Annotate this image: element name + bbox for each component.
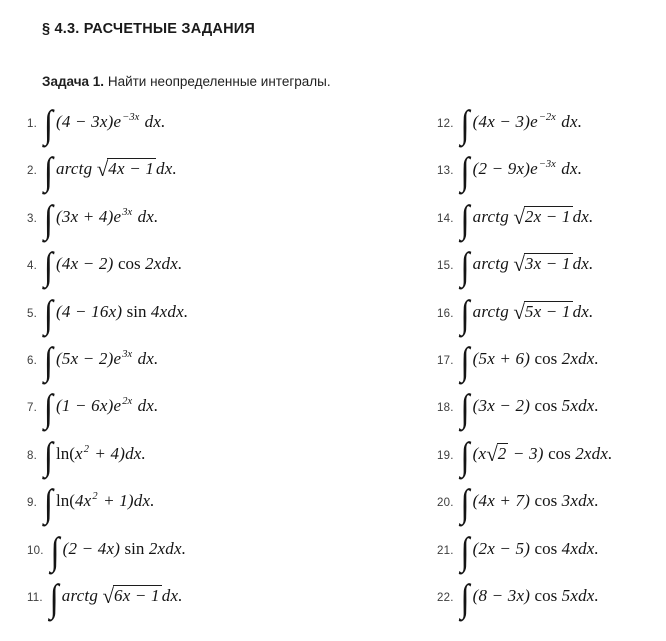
math-text: 5xdx. [557,585,599,605]
problem-number: 11. [27,591,43,604]
function-name: cos [534,585,558,605]
problem-formula: ∫ $(2 - 9x)e^{-3x}$ dx. [460,151,583,194]
problem-number: 10. [27,544,44,557]
exponent: −3x [538,159,556,171]
math-text: dx. [572,254,594,274]
sqrt-expression: √2 [486,441,507,466]
problem-formula: ∫ (2 − 4x) sin 2xdx. [50,530,187,573]
math-text: − 3) [508,443,549,463]
problem-number: 18. [437,402,454,415]
math-text: (2 − 9x)e [472,159,538,179]
exponent: 3x [122,206,133,218]
problem-item [437,572,666,619]
math-text: dx. [133,206,159,226]
math-text: arctg [61,585,103,605]
problem-formula: ∫ (5x + 6) cos 2xdx. [460,340,599,384]
problem-formula: ∫ (x√2 − 3) cos 2xdx. [460,435,613,478]
problem-formula: ∫ $(5x - 2)e^{3x}$ dx. [44,340,159,384]
exponent: −3x [122,112,140,123]
math-text: dx. [556,159,583,179]
problem-item [27,98,422,145]
problem-number: 4. [27,260,37,273]
problem-formula: ∫ arctg √5x − 1 dx. [460,293,594,336]
problem-item [27,288,422,335]
function-name: cos [548,443,571,463]
problem-formula: ∫ $(3x + 4)e^{3x}$ dx. [44,198,159,242]
problem-item [437,145,666,192]
problem-number: 7. [27,402,37,415]
math-text: 3xdx. [557,491,599,511]
problem-number: 12. [437,118,454,130]
problem-number: 3. [27,212,37,225]
function-name: cos [534,348,558,368]
problem-number: 9. [27,497,37,510]
math-text: arctg [472,206,514,226]
math-text: + 1)dx. [98,491,155,511]
problem-formula: ∫ (4 − 16x) sin 4xdx. [44,293,189,336]
problem-formula: ∫ $\ln(x^2 + 4)dx$. [44,435,146,478]
math-text: dx. [572,206,594,226]
function-name: sin [126,301,147,321]
problem-item [27,193,422,240]
exponent: 2 [83,443,89,455]
math-text: (x [472,443,487,463]
sqrt-expression: √4x − 1 [96,157,155,182]
problem-formula: ∫ (8 − 3x) cos 5xdx. [460,577,599,621]
problem-formula: ∫ arctg √3x − 1 dx. [460,245,594,289]
problem-number: 17. [437,354,454,367]
math-text: dx. [556,112,583,131]
sqrt-radicand: 2x − 1 [524,206,571,226]
math-text: dx. [572,301,594,321]
math-text: (4x + 7) [472,491,535,511]
problem-item [437,240,666,287]
math-text: (2 − 4x) [62,538,125,558]
math-text: (4x − 2) [56,254,118,274]
problem-formula: ∫ arctg √4x − 1 dx. [44,151,177,194]
math-text: arctg [472,254,514,274]
math-text: 4xdx. [557,538,599,558]
math-text: arctg [472,301,514,321]
math-text: (2x − 5) [472,538,535,558]
problems-column-right [437,98,666,619]
math-text: 5xdx. [557,396,599,416]
problem-number: 6. [27,354,37,367]
problem-number: 2. [27,165,37,178]
function-name: ln( [56,443,75,463]
math-text: (4 − 3x)e [56,112,122,131]
task-text: Найти неопределенные интегралы. [107,74,331,89]
function-name: sin [124,538,145,558]
problem-item [437,525,666,572]
problem-item [27,382,422,429]
math-text: (5x + 6) [472,348,535,368]
problem-item [27,240,422,287]
math-text: dx. [161,585,183,605]
sqrt-radicand: 5x − 1 [524,301,571,321]
task-line [42,74,331,89]
problem-formula: ∫ $(1 - 6x)e^{2x}$ dx. [44,388,159,431]
problem-item [27,525,422,572]
problem-formula: ∫ (3x − 2) cos 5xdx. [460,388,599,431]
math-text: 2xdx. [144,538,187,558]
problem-item [437,477,666,524]
problem-number: 22. [437,591,454,604]
sqrt-radicand: 3x − 1 [524,254,571,274]
math-text: 4x [74,491,92,511]
exponent: −2x [538,112,556,123]
sqrt-radicand: 2 [497,443,507,463]
problem-formula: ∫ arctg √6x − 1 dx. [49,577,183,621]
math-text: (5x − 2)e [56,348,122,368]
problem-item [27,430,422,477]
problem-number: 21. [437,544,454,557]
problem-formula: ∫ (4x − 2) cos 2xdx. [44,245,183,289]
math-text: dx. [156,159,177,179]
function-name: cos [534,491,558,511]
math-text: x [74,443,83,463]
problem-formula: ∫ $(4x - 3)e^{-2x}$ dx. [460,103,583,147]
math-text: dx. [133,348,159,368]
sqrt-expression: √3x − 1 [513,252,571,277]
problems-column-left [27,98,422,619]
problem-number: 13. [437,165,454,178]
math-text: (4 − 16x) [56,301,127,321]
math-text: (4x − 3)e [472,112,538,131]
math-text: 4xdx. [146,301,189,321]
math-text: dx. [133,396,159,416]
task-label: Задача 1. [42,74,105,89]
sqrt-expression: √6x − 1 [102,583,160,608]
math-text: 2xdx. [557,348,599,368]
function-name: cos [534,538,558,558]
problem-item [437,335,666,382]
problem-item [437,193,666,240]
math-text: (8 − 3x) [472,585,535,605]
problem-item [27,335,422,382]
problem-number: 1. [27,118,37,130]
math-text: dx. [140,112,166,131]
exponent: 3x [122,348,133,360]
math-text: + 4)dx. [89,443,146,463]
problem-number: 8. [27,449,37,462]
function-name: ln( [56,491,75,511]
problem-formula: ∫ (2x − 5) cos 4xdx. [460,530,599,573]
problem-number: 20. [437,497,454,510]
math-text: (1 − 6x)e [56,396,122,416]
problem-number: 15. [437,260,454,273]
math-text: (3x + 4)e [56,206,122,226]
exponent: 2 [92,491,98,503]
math-text: arctg [56,159,97,179]
problem-item [437,288,666,335]
problem-formula: ∫ $(4 - 3x)e^{-3x}$ dx. [44,103,166,147]
problem-item [437,430,666,477]
section-heading: § 4.3. РАСЧЕТНЫЕ ЗАДАНИЯ [42,21,256,37]
sqrt-radicand: 4x − 1 [108,159,155,179]
function-name: cos [117,254,141,274]
problem-formula: ∫ arctg √2x − 1 dx. [460,198,594,242]
sqrt-radicand: 6x − 1 [114,585,160,605]
problem-item [27,477,422,524]
math-text: 2xdx. [570,443,613,463]
problem-number: 19. [437,449,454,462]
problem-number: 16. [437,307,454,320]
problem-number: 14. [437,212,454,225]
problem-item [27,145,422,192]
sqrt-expression: √5x − 1 [513,299,571,324]
exponent: 2x [122,396,133,408]
math-text: (3x − 2) [472,396,535,416]
sqrt-expression: √2x − 1 [513,204,571,229]
function-name: cos [534,396,558,416]
problem-formula: ∫ $\ln(4x^2 + 1)dx$. [44,482,155,526]
problem-item [437,382,666,429]
problem-item [27,572,422,619]
problem-item [437,98,666,145]
math-text: 2xdx. [140,254,183,274]
problem-number: 5. [27,307,37,320]
problem-formula: ∫ (4x + 7) cos 3xdx. [460,482,599,526]
